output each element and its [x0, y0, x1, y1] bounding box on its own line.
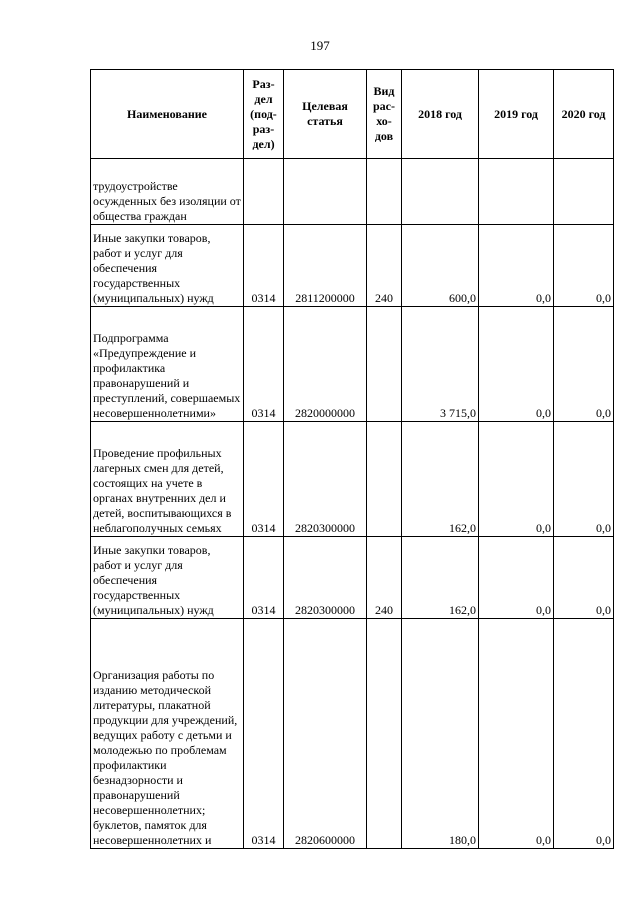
table-row	[91, 225, 614, 307]
cell-2019: 0,0	[479, 422, 554, 537]
cell-2019: 0,0	[479, 225, 554, 307]
header-section: Раз- дел (под- раз- дел)	[244, 70, 284, 159]
cell-expense-type	[367, 619, 402, 849]
cell-target: 2820300000	[284, 537, 367, 619]
cell-2018: 162,0	[402, 422, 479, 537]
cell-2019: 0,0	[479, 537, 554, 619]
cell-section	[244, 159, 284, 225]
cell-2019: 0,0	[479, 619, 554, 849]
cell-2020: 0,0	[554, 619, 614, 849]
cell-2019	[479, 159, 554, 225]
cell-target: 2820300000	[284, 422, 367, 537]
cell-name: трудоустройстве осужденных без изоляции от общества граждан	[91, 159, 244, 225]
cell-expense-type: 240	[367, 225, 402, 307]
cell-name: Проведение профильных лагерных смен для детей, состоящих на учете в органах внутренних дел и детей, воспитывающихся в неблагополучных семьях	[91, 422, 244, 537]
header-2020: 2020 год	[554, 70, 614, 159]
cell-2020: 0,0	[554, 422, 614, 537]
cell-2018: 3 715,0	[402, 307, 479, 422]
table-row	[91, 422, 614, 537]
cell-section: 0314	[244, 307, 284, 422]
cell-expense-type	[367, 307, 402, 422]
cell-name: Иные закупки товаров, работ и услуг для обеспечения государственных (муниципальных) нужд	[91, 225, 244, 307]
cell-target: 2820600000	[284, 619, 367, 849]
header-2018: 2018 год	[402, 70, 479, 159]
cell-2018	[402, 159, 479, 225]
cell-section: 0314	[244, 619, 284, 849]
cell-name: Подпрограмма «Предупреждение и профилактика правонарушений и преступлений, совершаемых несовершеннолетними»	[91, 307, 244, 422]
budget-table	[90, 69, 614, 849]
cell-name: Организация работы по изданию методической литературы, плакатной продукции для учреждений, ведущих работу с детьми и молодежью по проблемам профилактики безнадзорности и правонарушений несовершеннолетних; буклетов, памяток для несовершеннолетних и	[91, 619, 244, 849]
cell-expense-type: 240	[367, 537, 402, 619]
cell-2020: 0,0	[554, 307, 614, 422]
cell-2019: 0,0	[479, 307, 554, 422]
cell-target	[284, 159, 367, 225]
table-row	[91, 159, 614, 225]
cell-section: 0314	[244, 225, 284, 307]
cell-target: 2820000000	[284, 307, 367, 422]
cell-2020: 0,0	[554, 537, 614, 619]
page-number: 197	[310, 38, 330, 53]
cell-2018: 162,0	[402, 537, 479, 619]
cell-section: 0314	[244, 422, 284, 537]
cell-target: 2811200000	[284, 225, 367, 307]
cell-name: Иные закупки товаров, работ и услуг для обеспечения государственных (муниципальных) нужд	[91, 537, 244, 619]
cell-2020: 0,0	[554, 225, 614, 307]
table-row	[91, 619, 614, 849]
cell-section: 0314	[244, 537, 284, 619]
cell-2018: 600,0	[402, 225, 479, 307]
table-row	[91, 307, 614, 422]
header-name: Наименование	[91, 70, 244, 159]
cell-expense-type	[367, 422, 402, 537]
header-target: Целевая статья	[284, 70, 367, 159]
table-row	[91, 537, 614, 619]
header-row	[91, 70, 614, 159]
cell-2020	[554, 159, 614, 225]
header-expense-type: Вид рас- хо- дов	[367, 70, 402, 159]
cell-2018: 180,0	[402, 619, 479, 849]
header-2019: 2019 год	[479, 70, 554, 159]
table-body	[91, 159, 614, 849]
cell-expense-type	[367, 159, 402, 225]
